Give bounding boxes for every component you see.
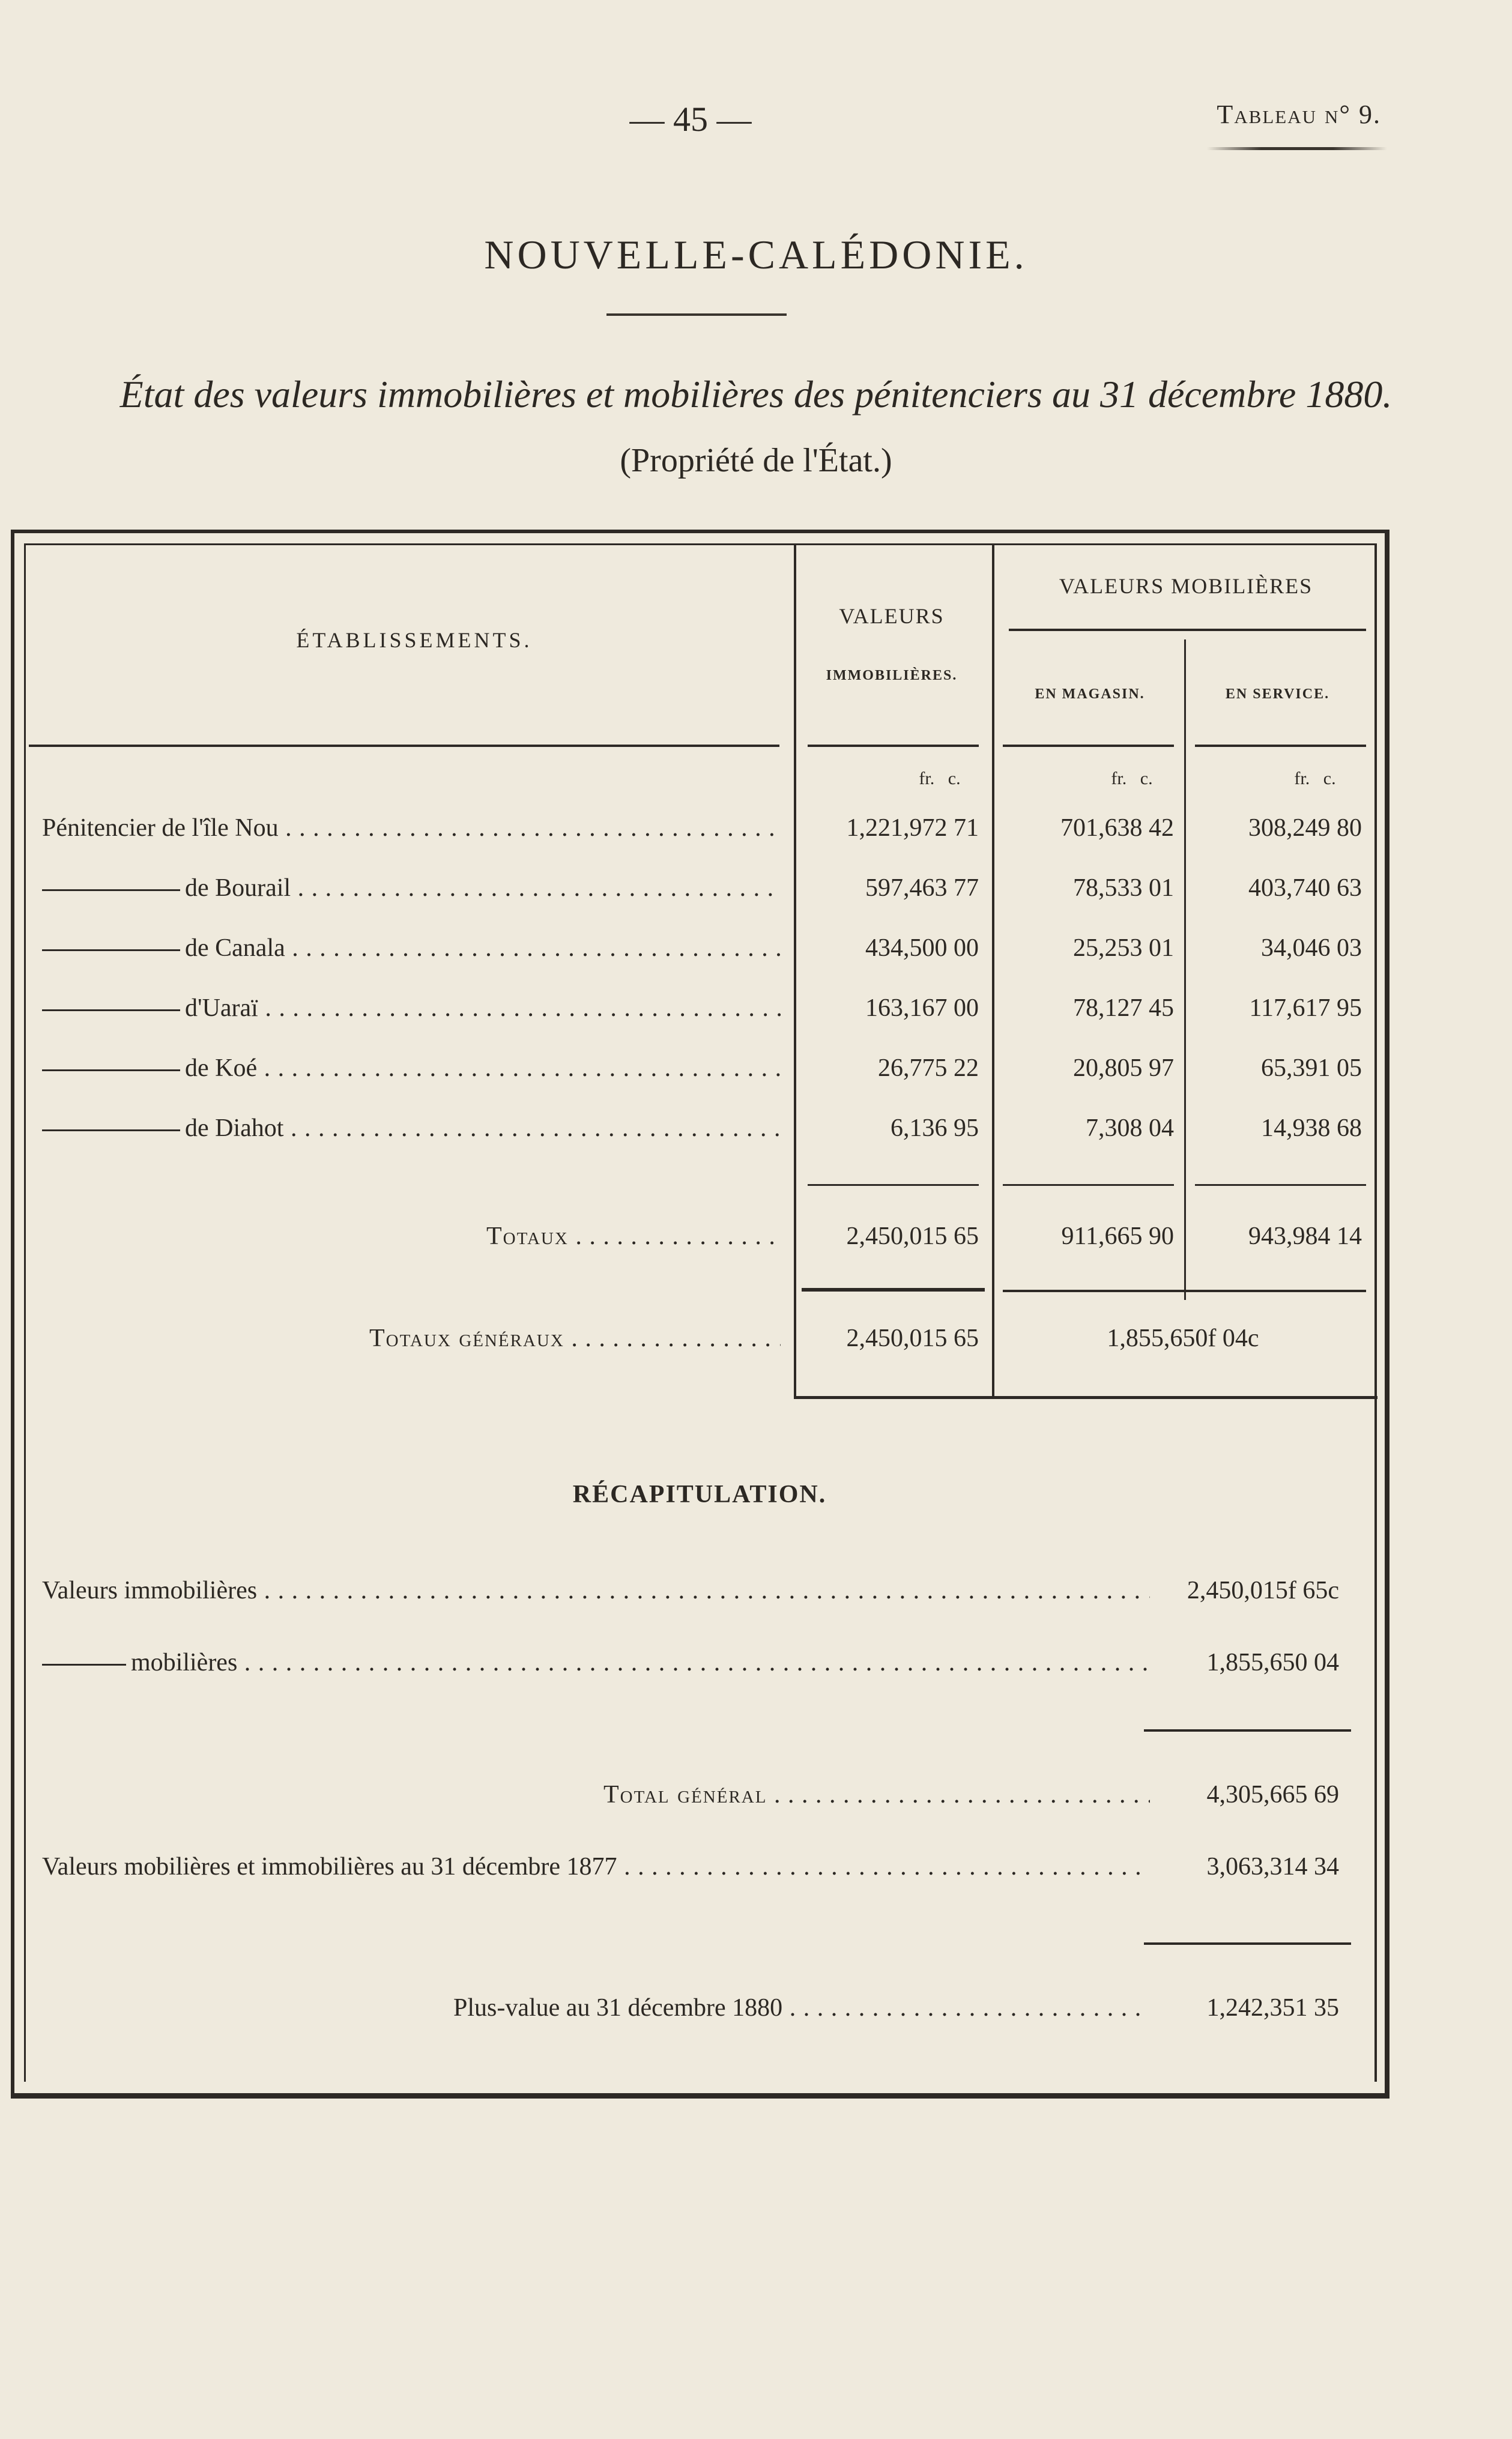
totaux-generaux-label: Totaux généraux . . . [369, 1324, 781, 1353]
recap-plus-label: Plus-value au 31 décembre 1880 . . . [453, 1993, 1150, 2022]
recap-title: RÉCAPITULATION. [572, 1481, 827, 1508]
header-separator-serv [1195, 745, 1366, 747]
totaux-magasin: 911,665 90 [1061, 1223, 1174, 1250]
recap-rule-2 [1144, 1942, 1351, 1945]
row-magasin: 78,533 01 [1073, 874, 1174, 902]
recap-line-mobilieres: mobilières . . . [42, 1648, 1150, 1677]
row-service: 65,391 05 [1261, 1054, 1362, 1082]
header-magasin: EN MAGASIN. [1035, 686, 1145, 702]
row-magasin: 78,127 45 [1073, 994, 1174, 1022]
unit-magasin: fr. c. [1111, 769, 1153, 788]
header-immo-line1: VALEURS [839, 604, 945, 628]
col-line-1 [794, 545, 796, 1398]
row-immo: 434,500 00 [865, 934, 979, 962]
recap-prev-label: Valeurs mobilières et immobilières au 31 décembre 1877 . . . [42, 1852, 1150, 1881]
row-service: 117,617 95 [1249, 994, 1362, 1022]
header-brace [1009, 629, 1366, 631]
recap-total-label: Total général . . . [603, 1780, 1150, 1809]
row-immo: 26,775 22 [878, 1054, 979, 1082]
totaux-generaux-immo: 2,450,015 65 [846, 1325, 979, 1352]
table-bottom-rule [794, 1396, 1377, 1399]
header-mobilieres-group: VALEURS MOBILIÈRES [1059, 574, 1313, 598]
header-establishments: ÉTABLISSEMENTS. [296, 628, 533, 652]
header-separator-mag [1003, 745, 1174, 747]
header-immo-line2: IMMOBILIÈRES. [826, 668, 958, 683]
row-label: de Bourail . . . [42, 874, 781, 902]
recap-plus-value: 1,242,351 35 [1206, 1994, 1339, 2022]
row-immo: 1,221,972 71 [846, 814, 979, 842]
recap-value-mobilieres: 1,855,650 04 [1206, 1649, 1339, 1676]
header-service: EN SERVICE. [1225, 686, 1330, 702]
totaux-service: 943,984 14 [1248, 1223, 1362, 1250]
document-subtitle-note: (Propriété de l'État.) [620, 442, 892, 479]
row-immo: 163,167 00 [865, 994, 979, 1022]
totaux-separator-serv [1195, 1184, 1366, 1186]
row-service: 308,249 80 [1248, 814, 1362, 842]
totaux-generaux-mobilieres: 1,855,650f 04c [1107, 1325, 1259, 1352]
totaux-separator-mag [1003, 1184, 1174, 1186]
recap-prev-value: 3,063,314 34 [1206, 1853, 1339, 1881]
row-magasin: 20,805 97 [1073, 1054, 1174, 1082]
recap-total-value: 4,305,665 69 [1206, 1781, 1339, 1809]
document-title: NOUVELLE-CALÉDONIE. [484, 232, 1028, 277]
header-separator-immo [808, 745, 979, 747]
totaux-separator-immo [808, 1184, 979, 1186]
ditto-mark [42, 889, 180, 891]
row-service: 34,046 03 [1261, 934, 1362, 962]
document-subtitle: État des valeurs immobilières et mobilières des pénitenciers au 31 décembre 1880. [119, 373, 1393, 416]
totaux-immo: 2,450,015 65 [846, 1223, 979, 1250]
row-immo: 597,463 77 [865, 874, 979, 902]
totaux-label: Totaux . . . [486, 1222, 781, 1251]
ditto-mark [42, 1069, 180, 1071]
row-magasin: 7,308 04 [1086, 1114, 1174, 1142]
row-label: d'Uaraï . . . [42, 994, 781, 1023]
page-number: — 45 — [629, 100, 752, 139]
row-immo: 6,136 95 [891, 1114, 979, 1142]
row-service: 403,740 63 [1248, 874, 1362, 902]
row-label: de Diahot . . . [42, 1114, 781, 1143]
row-label: de Koé . . . [42, 1054, 781, 1083]
header-separator [29, 745, 779, 747]
title-rule [606, 313, 787, 316]
recap-rule-1 [1144, 1729, 1351, 1732]
ditto-mark [42, 1129, 180, 1131]
unit-service: fr. c. [1294, 769, 1336, 788]
totaux-generaux-separator-immo [802, 1288, 985, 1292]
col-line-3 [1184, 639, 1186, 1300]
frame-top-inner-rule [24, 543, 1374, 545]
recap-value-immobilieres: 2,450,015f 65c [1187, 1577, 1339, 1604]
table-reference-rule [1207, 147, 1387, 150]
recap-line-immobilieres: Valeurs immobilières . . . [42, 1576, 1150, 1605]
ditto-mark [42, 949, 180, 951]
ditto-mark [42, 1009, 180, 1011]
totaux-generaux-brace [1003, 1290, 1366, 1292]
table-reference: Tableau n° 9. [1217, 100, 1381, 129]
col-line-2 [992, 545, 994, 1398]
row-magasin: 25,253 01 [1073, 934, 1174, 962]
row-label: de Canala . . . [42, 934, 781, 963]
row-service: 14,938 68 [1261, 1114, 1362, 1142]
row-magasin: 701,638 42 [1060, 814, 1174, 842]
unit-immo: fr. c. [919, 769, 961, 788]
row-label: Pénitencier de l'île Nou . . . [42, 814, 781, 842]
